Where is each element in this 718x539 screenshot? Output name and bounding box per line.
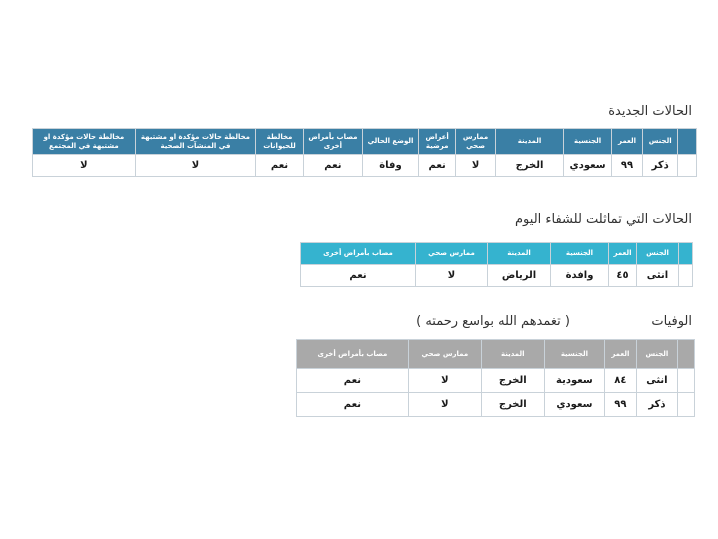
cell-other-diseases: نعم — [297, 369, 409, 393]
cell-nationality: وافدة — [551, 265, 609, 287]
cell-age: ٤٥ — [609, 265, 637, 287]
table-row — [297, 369, 695, 393]
header-symptoms: أعراض مرضية — [418, 129, 455, 155]
header-animal-contact: مخالطة للحيوانات — [256, 129, 304, 155]
cell-community-contact: لا — [33, 155, 136, 177]
cell-gender: انثى — [637, 265, 679, 287]
cell-city: الخرج — [481, 393, 544, 417]
cell-age: ٨٤ — [605, 369, 636, 393]
cell-blank — [678, 393, 695, 417]
recovered-table — [300, 242, 693, 287]
recovered-header-row — [301, 243, 693, 265]
cell-health-worker: لا — [408, 369, 481, 393]
cell-nationality: سعودي — [564, 155, 612, 177]
header-community-contact: مخالطة حالات مؤكدة او مشتبهة في المجتمع — [33, 129, 136, 155]
header-age: العمر — [611, 129, 642, 155]
header-gender: الجنس — [643, 129, 678, 155]
cell-animal-contact: نعم — [256, 155, 304, 177]
header-gender: الجنس — [637, 243, 679, 265]
recovered-title: الحالات التي تماثلت للشفاء اليوم — [515, 212, 692, 227]
cell-city: الخرج — [495, 155, 563, 177]
cell-city: الخرج — [481, 369, 544, 393]
header-nationality: الجنسية — [544, 340, 605, 369]
cell-age: ٩٩ — [605, 393, 636, 417]
deaths-title: الوفيات — [651, 314, 692, 329]
cell-symptoms: نعم — [418, 155, 455, 177]
cell-current-status: وفاة — [362, 155, 418, 177]
header-age: العمر — [605, 340, 636, 369]
cell-nationality: سعودية — [544, 369, 605, 393]
header-nationality: الجنسية — [564, 129, 612, 155]
cell-health-worker: لا — [416, 265, 488, 287]
header-blank — [679, 243, 693, 265]
header-current-status: الوضع الحالي — [362, 129, 418, 155]
new-cases-table — [32, 128, 697, 177]
header-blank — [678, 340, 695, 369]
header-age: العمر — [609, 243, 637, 265]
cell-blank — [679, 265, 693, 287]
cell-gender: انثى — [636, 369, 678, 393]
cell-other-diseases: نعم — [297, 393, 409, 417]
header-other-diseases: مصاب بأمراض أخرى — [297, 340, 409, 369]
deaths-subtitle: ( تغمدهم الله بواسع رحمته ) — [416, 314, 570, 329]
cell-age: ٩٩ — [611, 155, 642, 177]
deaths-table — [296, 339, 695, 417]
header-other-diseases: مصاب بأمراض أخرى — [301, 243, 416, 265]
new-cases-title: الحالات الجديدة — [608, 104, 692, 119]
cell-blank — [678, 155, 697, 177]
header-health-worker: ممارس صحي — [408, 340, 481, 369]
header-facility-contact: مخالطة حالات مؤكدة او مشتبهة في المنشآت الصحية — [135, 129, 255, 155]
new-cases-header-row — [33, 129, 697, 155]
table-row — [297, 393, 695, 417]
cell-health-worker: لا — [456, 155, 495, 177]
cell-blank — [678, 369, 695, 393]
deaths-header-row — [297, 340, 695, 369]
cell-nationality: سعودي — [544, 393, 605, 417]
cell-city: الرياض — [488, 265, 551, 287]
header-gender: الجنس — [636, 340, 678, 369]
cell-other-diseases: نعم — [301, 265, 416, 287]
header-other-diseases: مصاب بأمراض أخرى — [303, 129, 362, 155]
cell-gender: ذكر — [643, 155, 678, 177]
header-city: المدينة — [481, 340, 544, 369]
header-health-worker: ممارس صحي — [456, 129, 495, 155]
header-nationality: الجنسية — [551, 243, 609, 265]
table-row — [33, 155, 697, 177]
cell-gender: ذكر — [636, 393, 678, 417]
header-blank — [678, 129, 697, 155]
header-city: المدينة — [488, 243, 551, 265]
header-city: المدينة — [495, 129, 563, 155]
cell-other-diseases: نعم — [303, 155, 362, 177]
cell-facility-contact: لا — [135, 155, 255, 177]
header-health-worker: ممارس صحي — [416, 243, 488, 265]
table-row — [301, 265, 693, 287]
cell-health-worker: لا — [408, 393, 481, 417]
